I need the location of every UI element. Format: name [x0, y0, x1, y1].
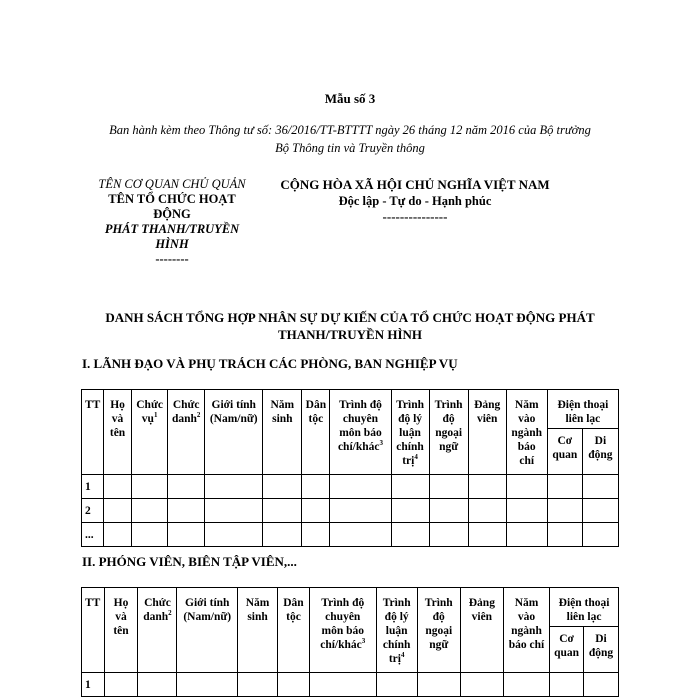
header-full-name: Họ và tên: [104, 588, 138, 673]
header-tt: TT: [82, 588, 105, 673]
header-office-phone: Cơ quan: [547, 429, 582, 475]
header-foreign-language: Trình độ ngoại ngữ: [429, 390, 468, 475]
table-row: 2: [82, 499, 619, 523]
header-foreign-language: Trình độ ngoại ngữ: [417, 588, 460, 673]
national-motto: Độc lập - Tự do - Hạnh phúc: [338, 194, 492, 208]
header-contact-phone: Điện thoại liên lạc: [550, 588, 619, 627]
header-birth-year: Năm sinh: [238, 588, 278, 673]
table-row: 1: [82, 673, 619, 697]
header-professional-level: Trình độ chuyên môn báo chí/khác$^3$: [309, 588, 376, 673]
section-2-heading: II. PHÓNG VIÊN, BIÊN TẬP VIÊN,...: [82, 554, 297, 569]
document-title-line-2: THANH/TRUYỀN HÌNH: [277, 327, 423, 342]
header-gender: Giới tính (Nam/nữ): [177, 588, 238, 673]
header-title: Chức danh$^2$: [138, 588, 177, 673]
issue-note-line-1: Ban hành kèm theo Thông tư số: 36/2016/TT-BTTTT ngày 26 tháng 12 năm 2016 của Bộ trưởng: [109, 123, 591, 137]
header-ethnicity: Dân tộc: [302, 390, 330, 475]
organization-name-line-2: ĐỘNG: [153, 207, 191, 221]
organization-name-line-1: TÊN TỔ CHỨC HOẠT: [108, 192, 236, 206]
header-political-theory: Trình độ lý luận chính trị$^4$: [391, 390, 429, 475]
leadership-table: [81, 389, 619, 547]
section-1-heading: I. LÃNH ĐẠO VÀ PHỤ TRÁCH CÁC PHÒNG, BAN NGHIỆP VỤ: [82, 356, 458, 371]
header-professional-level: Trình độ chuyên môn báo chí/khác$^3$: [330, 390, 391, 475]
document-title: [70, 309, 630, 343]
reporters-table: [81, 587, 619, 697]
national-name: CỘNG HÒA XÃ HỘI CHỦ NGHĨA VIỆT NAM: [280, 177, 550, 192]
organization-type-line-2: HÌNH: [155, 237, 189, 251]
header-title: Chức danh$^2$: [168, 390, 205, 475]
header-year-joined: Năm vào ngành báo chí: [506, 390, 547, 475]
header-tt: TT: [82, 390, 104, 475]
header-gender: Giới tính (Nam/nữ): [205, 390, 263, 475]
left-divider: --------: [155, 252, 189, 266]
right-divider: ---------------: [382, 209, 448, 224]
header-office-phone: Cơ quan: [550, 627, 584, 673]
table-row: ...: [82, 523, 619, 547]
table-row: 1: [82, 475, 619, 499]
document-title-line-1: DANH SÁCH TỔNG HỢP NHÂN SỰ DỰ KIẾN CỦA TỔ CHỨC HOẠT ĐỘNG PHÁT: [105, 310, 595, 325]
header-position: Chức vụ$^1$: [132, 390, 168, 475]
organization-type-line-1: PHÁT THANH/TRUYỀN: [104, 222, 240, 236]
header-mobile-phone: Di động: [582, 429, 618, 475]
issue-note-line-2: Bộ Thông tin và Truyền thông: [275, 141, 425, 155]
header-full-name: Họ và tên: [104, 390, 132, 475]
issuing-organization-block: [82, 177, 262, 267]
form-number: Mẫu số 3: [324, 91, 376, 106]
header-mobile-phone: Di động: [583, 627, 618, 673]
header-party-member: Đảng viên: [468, 390, 506, 475]
issue-note: [70, 121, 630, 157]
header-year-joined: Năm vào ngành báo chí: [503, 588, 549, 673]
header-political-theory: Trình độ lý luận chính trị$^4$: [376, 588, 417, 673]
header-party-member: Đảng viên: [460, 588, 503, 673]
parent-agency-name: TÊN CƠ QUAN CHỦ QUẢN: [98, 177, 246, 191]
header-birth-year: Năm sinh: [263, 390, 302, 475]
header-ethnicity: Dân tộc: [278, 588, 310, 673]
national-header-block: [255, 177, 575, 225]
header-contact-phone: Điện thoại liên lạc: [547, 390, 618, 429]
